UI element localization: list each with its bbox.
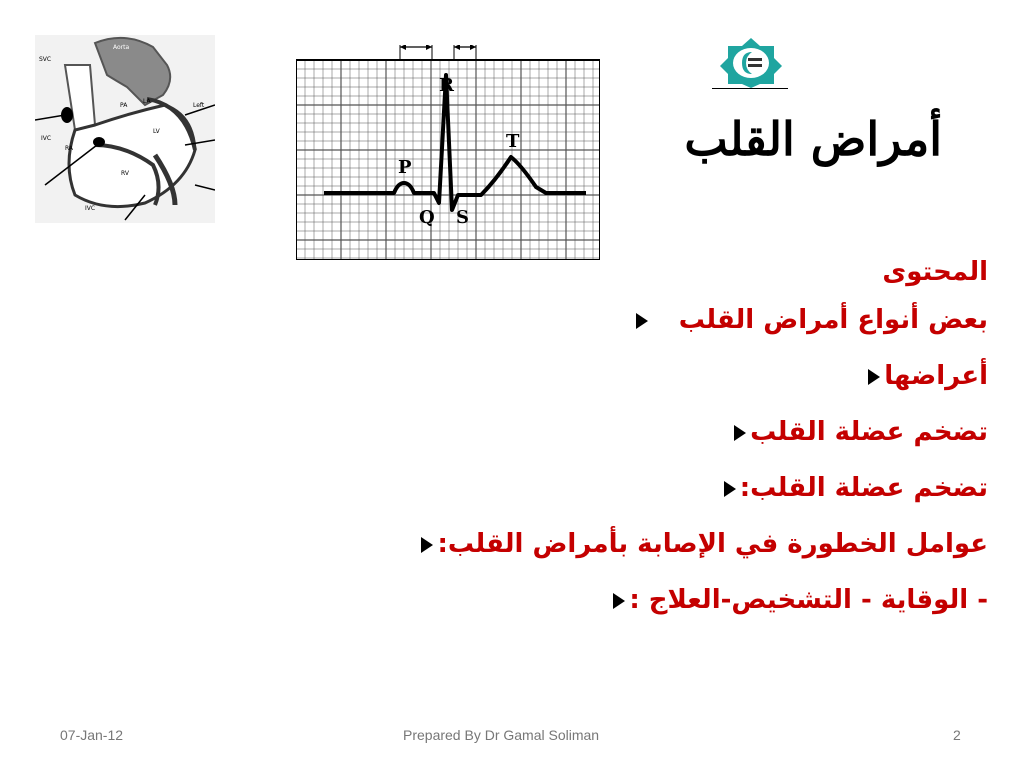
label-ra: RA xyxy=(65,145,74,152)
content-heading: المحتوى xyxy=(882,257,988,287)
list-item xyxy=(348,460,988,516)
arrow-bullet-icon xyxy=(613,593,625,609)
ecg-label-r: R xyxy=(439,75,454,96)
ecg-diagram xyxy=(296,45,600,260)
list-item xyxy=(348,348,988,404)
label-pa: PA xyxy=(120,102,128,109)
heart-diagram xyxy=(35,35,215,223)
ecg-label-t: T xyxy=(506,131,520,152)
logo-underline xyxy=(712,88,788,89)
list-item-text: تضخم عضلة القلب: xyxy=(739,473,988,503)
label-rv: RV xyxy=(121,170,129,177)
list-item xyxy=(348,516,988,572)
footer-page-number: 2 xyxy=(953,727,961,743)
footer-author: Prepared By Dr Gamal Soliman xyxy=(403,727,600,743)
label-ivc-left: IVC xyxy=(41,135,52,142)
arrow-bullet-icon xyxy=(868,369,880,385)
ecg-label-p: P xyxy=(398,157,412,178)
list-item-text: عوامل الخطورة في الإصابة بأمراض القلب: xyxy=(437,529,988,559)
content-list xyxy=(348,252,988,628)
arrow-bullet-icon xyxy=(636,313,648,329)
arrow-bullet-icon xyxy=(724,481,736,497)
label-svc: SVC xyxy=(39,56,52,63)
label-left: Left xyxy=(193,102,205,109)
slide-title: أمراض القلب xyxy=(684,112,942,166)
ecg-label-q: Q xyxy=(419,207,435,228)
list-item-text: أعراضها xyxy=(884,361,988,391)
ecg-label-s: S xyxy=(456,207,469,228)
label-la: LA xyxy=(143,98,151,105)
footer-date: 07-Jan-12 xyxy=(60,727,124,743)
list-item-text: تضخم عضلة القلب xyxy=(750,417,988,447)
list-item-text: - الوقاية - التشخيص-العلاج : xyxy=(629,585,988,615)
list-item xyxy=(348,292,988,348)
label-aorta: Aorta xyxy=(113,44,130,51)
label-ivc-bottom: IVC xyxy=(85,205,96,212)
arrow-bullet-icon xyxy=(421,537,433,553)
arrow-bullet-icon xyxy=(734,425,746,441)
list-item xyxy=(348,572,988,628)
institution-logo xyxy=(718,36,784,88)
label-lv: LV xyxy=(153,128,160,135)
list-item-text: بعض أنواع أمراض القلب xyxy=(678,305,988,335)
list-item xyxy=(348,404,988,460)
